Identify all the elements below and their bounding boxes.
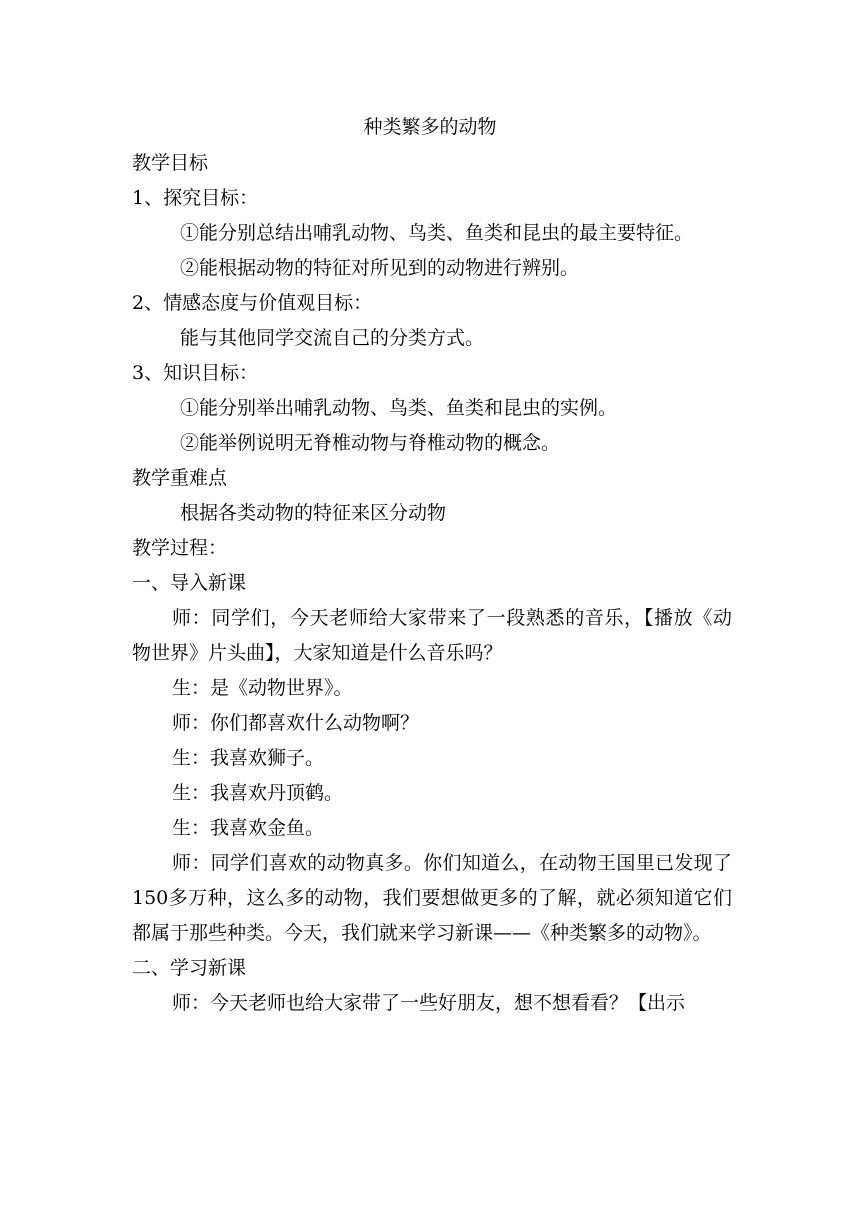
paragraph-line: ②能举例说明无脊椎动物与脊椎动物的概念。: [180, 432, 561, 454]
section-heading: 二、学习新课: [132, 957, 247, 979]
section-heading: 一、导入新课: [132, 572, 247, 594]
section-heading: 2、情感态度与价值观目标：: [132, 292, 373, 314]
paragraph-line: 师：同学们喜欢的动物真多。你们知道么，在动物王国里已发现了150多万种，这么多的动物，我们要想做更多的了解，就必须知道它们都属于那些种类。今天，我们就来学习新课——《种类繁多的动物》。: [132, 852, 732, 944]
paragraph-line: 师：同学们，今天老师给大家带来了一段熟悉的音乐，【播放《动物世界》片头曲】，大家知道是什么音乐吗？: [132, 607, 732, 664]
paragraph-line: 生：我喜欢丹顶鹤。: [172, 782, 344, 804]
paragraph-line: 生：我喜欢狮子。: [172, 747, 325, 769]
paragraph-line: 生：我喜欢金鱼。: [172, 817, 325, 839]
paragraph-line: ①能分别总结出哺乳动物、鸟类、鱼类和昆虫的最主要特征。: [180, 222, 694, 244]
paragraph-line: ②能根据动物的特征对所见到的动物进行辨别。: [180, 257, 580, 279]
section-heading: 教学重难点: [132, 467, 228, 489]
paragraph-line: 根据各类动物的特征来区分动物: [180, 502, 447, 524]
paragraph-line: ①能分别举出哺乳动物、鸟类、鱼类和昆虫的实例。: [180, 397, 618, 419]
section-heading: 1、探究目标：: [132, 187, 259, 209]
section-heading: 教学目标: [132, 152, 209, 174]
document-title: 种类繁多的动物: [363, 116, 497, 138]
paragraph-line: 生：是《动物世界》。: [172, 677, 353, 699]
section-heading: 3、知识目标：: [132, 362, 259, 384]
paragraph-line: 师：今天老师也给大家带了一些好朋友，想不想看看？【出示: [172, 992, 686, 1014]
paragraph-line: 能与其他同学交流自己的分类方式。: [180, 327, 485, 349]
paragraph-line: 师：你们都喜欢什么动物啊？: [172, 712, 420, 734]
section-heading: 教学过程：: [132, 537, 228, 559]
document-body: [132, 146, 732, 1021]
